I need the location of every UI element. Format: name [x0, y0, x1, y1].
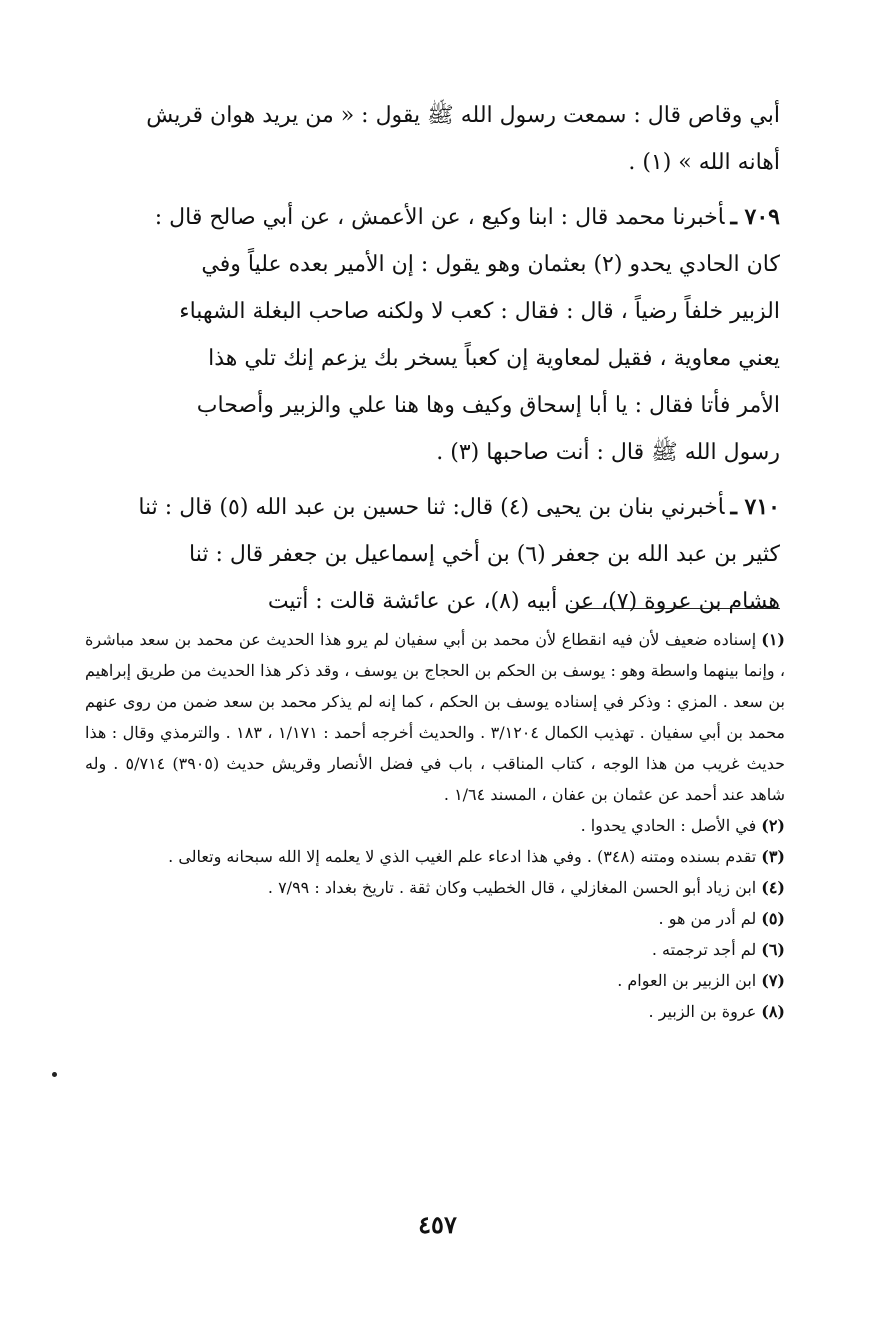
footnotes	[85, 624, 785, 1027]
footnote-text: ابن الزبير بن العوام .	[617, 971, 757, 990]
footnote-number: (٦)	[761, 940, 785, 959]
text-line: يعني معاوية ، فقيل لمعاوية إن كعباً يسخر بك يزعم إنك تلي هذا	[208, 346, 780, 371]
footnote-text: لم أجد ترجمته .	[651, 940, 757, 959]
footnote-text: ابن زياد أبو الحسن المغازلي ، قال الخطيب وكان ثقة . تاريخ بغداد : ٧/٩٩ .	[267, 878, 757, 897]
footnote-separator	[570, 608, 780, 609]
footnote-text: لم أدر من هو .	[658, 909, 757, 928]
paragraph-709	[90, 194, 780, 476]
main-text	[90, 92, 780, 633]
footnote-4	[85, 872, 785, 903]
footnote-number: (٣)	[761, 847, 785, 866]
text-line: رسول الله ﷺ قال : أنت صاحبها (٣) .	[436, 440, 780, 465]
footnote-8	[85, 996, 785, 1027]
footnote-1	[85, 624, 785, 810]
text-line: أهانه الله » (١) .	[628, 150, 780, 175]
footnote-text: تقدم بسنده ومتنه (٣٤٨) . وفي هذا ادعاء علم الغيب الذي لا يعلمه إلا الله سبحانه وتعالى .	[168, 847, 757, 866]
text-line	[90, 194, 780, 241]
footnote-number: (٧)	[761, 971, 785, 990]
text-line	[90, 484, 780, 531]
footnote-2	[85, 810, 785, 841]
paragraph-710	[90, 484, 780, 625]
page-number: ٤٥٧	[418, 1210, 457, 1239]
text-line: أبي وقاص قال : سمعت رسول الله ﷺ يقول : « من يريد هوان قريش	[146, 103, 780, 128]
text-line-content: أخبرنا محمد قال : ابنا وكيع ، عن الأعمش ، عن أبي صالح قال :	[154, 205, 725, 230]
text-line: الزبير خلفاً رضياً ، قال : فقال : كعب لا ولكنه صاحب البغلة الشهباء	[179, 299, 780, 324]
paragraph-number: ٧١٠ ـ	[730, 494, 780, 520]
footnote-number: (٢)	[761, 816, 785, 835]
footnote-7	[85, 965, 785, 996]
footnote-number: (٨)	[761, 1002, 785, 1021]
footnote-number: (١)	[761, 630, 785, 649]
text-line: هشام بن عروة (٧)، عن أبيه (٨)، عن عائشة قالت : أتيت	[267, 589, 780, 614]
footnote-6	[85, 934, 785, 965]
text-line: كان الحادي يحدو (٢) بعثمان وهو يقول : إن الأمير بعده علياً وفي	[201, 252, 780, 277]
footnote-3	[85, 841, 785, 872]
footnote-text: إسناده ضعيف لأن فيه انقطاع لأن محمد بن أبي سفيان لم يرو هذا الحديث عن محمد بن سعد مباشرة ، وإنما بينهما واسطة وهو : يوسف بن الحكم بن الحجاج بن يوسف ، وقد ذكر هذا الحديث من طريق إبراهيم بن سعد . المزي : وذكر في إسناده يوسف بن الحكم ، كما إنه لم يذكر محمد بن سعد ضمن من روى عنهم محمد بن أبي سفيان . تهذيب الكمال ٣/١٢٠٤ . والحديث أخرجه أحمد : ١/١٧١ ، ١٨٣ . والترمذي وقال : هذا حديث غريب من هذا الوجه ، كتاب المناقب ، باب في فضل الأنصار وقريش حديث (٣٩٠٥) ٥/٧١٤ . وله شاهد عند أحمد عن عثمان بن عفان ، المسند ١/٦٤ .	[85, 630, 786, 804]
text-line: كثير بن عبد الله بن جعفر (٦) بن أخي إسماعيل بن جعفر قال : ثنا	[189, 542, 780, 567]
text-line-content: أخبرني بنان بن يحيى (٤) قال: ثنا حسين بن عبد الله (٥) قال : ثنا	[138, 495, 725, 520]
paragraph-continuation	[90, 92, 780, 186]
stray-dot	[52, 1072, 57, 1077]
footnote-text: في الأصل : الحادي يحدوا .	[580, 816, 757, 835]
paragraph-number: ٧٠٩ ـ	[730, 204, 780, 230]
footnote-text: عروة بن الزبير .	[648, 1002, 757, 1021]
text-line: الأمر فأتا فقال : يا أبا إسحاق وكيف وها هنا علي والزبير وأصحاب	[196, 393, 780, 418]
footnote-5	[85, 903, 785, 934]
footnote-number: (٤)	[761, 878, 785, 897]
footnote-number: (٥)	[761, 909, 785, 928]
